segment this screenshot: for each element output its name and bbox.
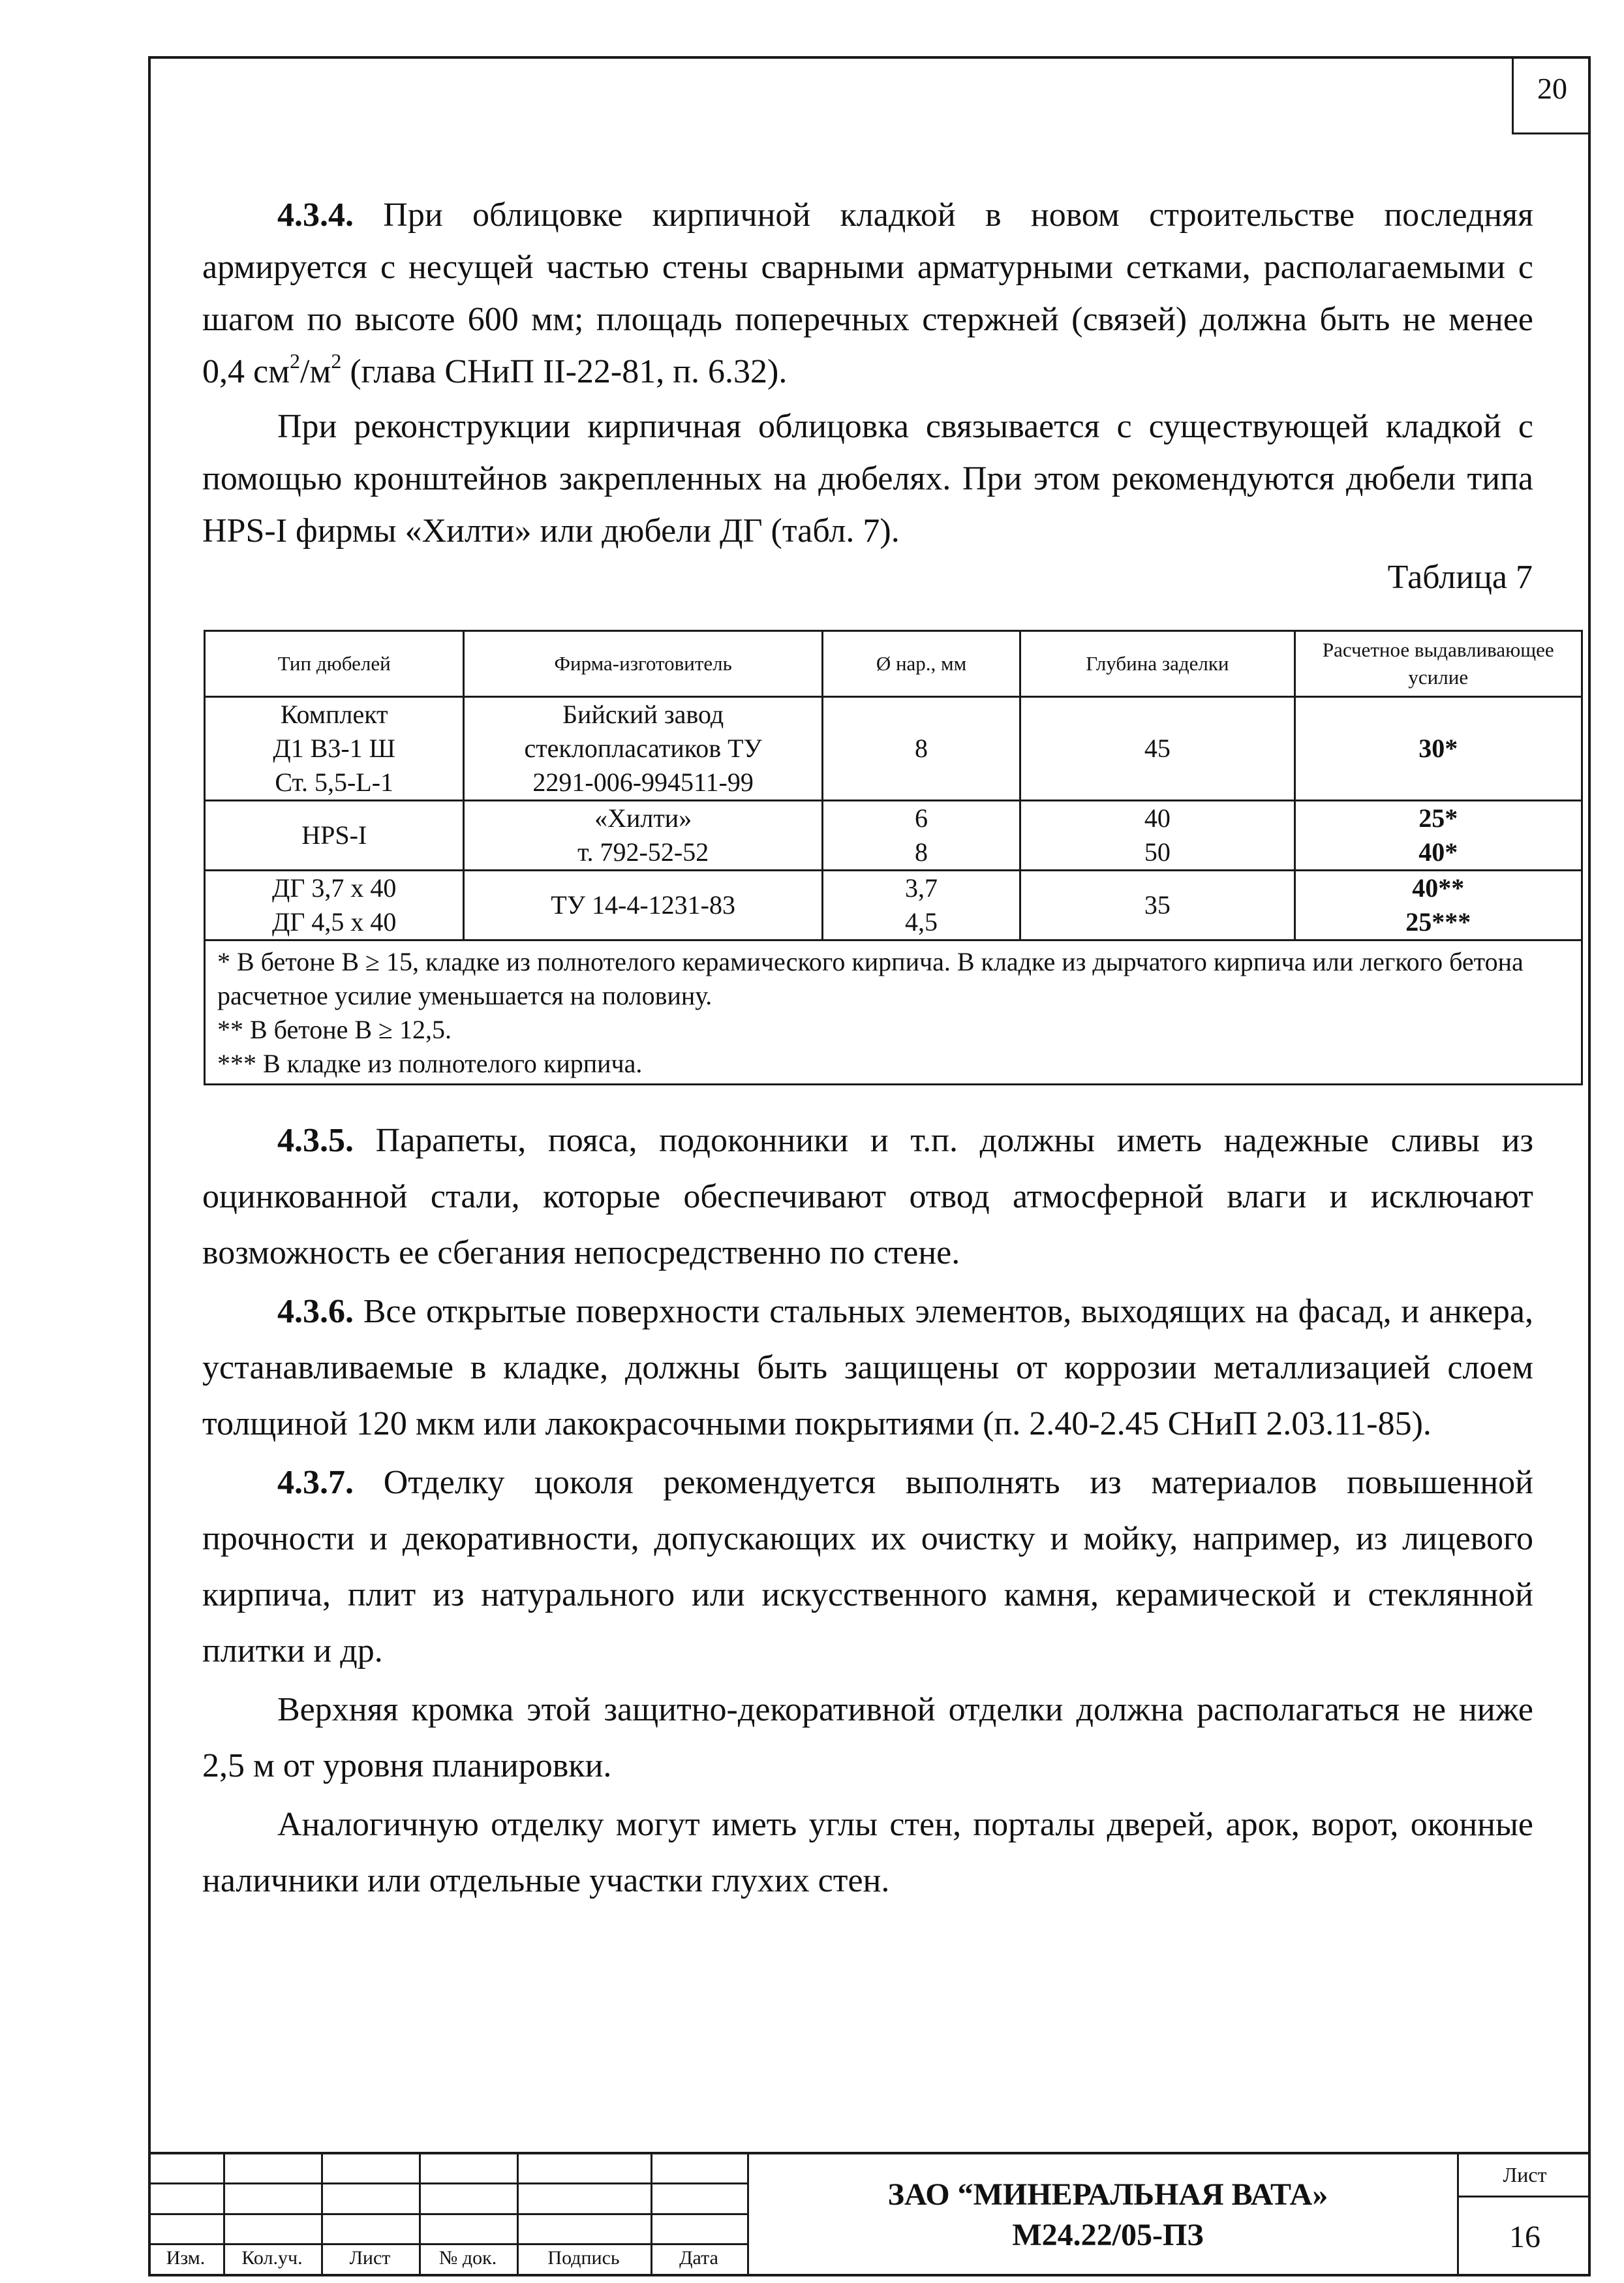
title-block	[148, 2152, 1591, 2276]
cell-depth	[1020, 697, 1295, 801]
cell-line: ДГ 3,7 х 40	[272, 873, 397, 903]
cell-force	[1295, 697, 1582, 801]
section-number: 4.3.6.	[277, 1293, 354, 1330]
table-note: *** В кладке из полнотелого кирпича.	[217, 1049, 643, 1078]
section-4-3-5: 4.3.5. Парапеты, пояса, подоконники и т.п. должны иметь надежные сливы из оцинкованной стали, которые обеспечивают отвод атмосферной влаги и исключают возможность ее сбегания непосредственно по стене.	[202, 1122, 1533, 1271]
label-date: Дата	[679, 2247, 718, 2269]
table-notes-row	[205, 940, 1582, 1085]
table-note: ** В бетоне В ≥ 12,5.	[217, 1015, 452, 1044]
cell-line: Д1 В3-1 Ш	[273, 734, 396, 763]
cell-line: ДГ 4,5 х 40	[272, 907, 397, 937]
header-type: Тип дюбелей	[205, 631, 464, 697]
cell-line: 25***	[1405, 907, 1471, 937]
paragraph-edge: Верхняя кромка этой защитно-декоративной отделки должна располагаться не ниже 2,5 м от уровня планировки.	[202, 1691, 1533, 1784]
cell-line: 6	[915, 803, 928, 833]
table-caption: Таблица 7	[1387, 559, 1533, 596]
sheet-number: 16	[1509, 2220, 1540, 2254]
cell-line: 3,7	[905, 873, 938, 903]
document-code: М24.22/05-ПЗ	[1012, 2218, 1204, 2252]
cell-type	[205, 801, 464, 871]
section-number: 4.3.5.	[277, 1122, 354, 1159]
header-diameter: Ø нар., мм	[822, 631, 1020, 697]
cell-depth	[1020, 801, 1295, 871]
label-sheet: Лист	[349, 2247, 391, 2269]
label-change: Изм.	[166, 2247, 206, 2269]
cell-line: «Хилти»	[594, 803, 692, 833]
cell-line: 40	[1144, 803, 1171, 833]
section-number: 4.3.4.	[277, 196, 354, 234]
cell-line: 50	[1144, 837, 1171, 867]
header-maker: Фирма-изготовитель	[464, 631, 822, 697]
cell-line: 2291-006-994511-99	[532, 768, 754, 797]
table-row	[205, 697, 1582, 801]
header-depth: Глубина заделки	[1020, 631, 1295, 697]
cell-force	[1295, 801, 1582, 871]
revision-grid	[148, 2152, 747, 2276]
cell-line: 25*	[1418, 803, 1458, 833]
cell-line: 4,5	[905, 907, 938, 937]
dowel-table	[204, 630, 1583, 1085]
label-count: Кол.уч.	[241, 2247, 303, 2269]
text-block-1	[202, 189, 1533, 557]
page-number-top: 20	[1512, 56, 1591, 134]
cell-diameter	[822, 697, 1020, 801]
cell-line: Ст. 5,5-L-1	[275, 768, 394, 797]
cell-line: Комплект	[280, 700, 388, 729]
cell-depth	[1020, 871, 1295, 940]
cell-line: 8	[915, 837, 928, 867]
cell-line: 40**	[1412, 873, 1465, 903]
header-force: Расчетное выдавливающее усилие	[1295, 631, 1582, 697]
section-4-3-6: 4.3.6. Все открытые поверхности стальных элементов, выходящих на фасад, и анкера, устанавливаемые в кладке, должны быть защищены от коррозии металлизацией слоем толщиной 120 мкм или лакокрасочными покрытиями (п. 2.40-2.45 СНиП 2.03.11-85).	[202, 1293, 1533, 1442]
cell-line: 40*	[1418, 837, 1458, 867]
table-row	[205, 871, 1582, 940]
cell-line: 8	[915, 734, 928, 763]
table-header-row	[205, 631, 1582, 697]
paragraph-analog: Аналогичную отделку могут иметь углы стен, порталы дверей, арок, ворот, оконные наличники или отдельные участки глухих стен.	[202, 1806, 1533, 1899]
section-number: 4.3.7.	[277, 1464, 354, 1501]
table-note: * В бетоне В ≥ 15, кладке из полнотелого керамического кирпича. В кладке из дырчатого кирпича или легкого бетона расчетное усилие уменьшается на половину.	[217, 947, 1524, 1010]
cell-force	[1295, 871, 1582, 940]
text-block-2	[202, 1113, 1533, 1909]
paragraph-reconstruction: При реконструкции кирпичная облицовка связывается с существующей кладкой с помощью кронштейнов закрепленных на дюбелях. При этом рекомендуются дюбели типа HPS-I фирмы «Хилти» или дюбели ДГ (табл. 7).	[202, 408, 1533, 550]
cell-type	[205, 871, 464, 940]
cell-line: Бийский завод	[562, 700, 724, 729]
section-4-3-7: 4.3.7. Отделку цоколя рекомендуется выполнять из материалов повышенной прочности и декоративности, допускающих их очистку и мойку, например, из лицевого кирпича, плит из натурального или искусственного камня, керамической и стеклянной плитки и др.	[202, 1464, 1533, 1670]
cell-line: 35	[1144, 890, 1171, 920]
cell-maker	[464, 801, 822, 871]
cell-line: 45	[1144, 734, 1171, 763]
cell-line: т. 792-52-52	[577, 837, 709, 867]
cell-diameter	[822, 871, 1020, 940]
cell-line: стеклопласатиков ТУ	[524, 734, 762, 763]
cell-line: 30*	[1418, 734, 1458, 763]
label-doc-number: № док.	[438, 2247, 497, 2269]
cell-diameter	[822, 801, 1020, 871]
cell-maker	[464, 871, 822, 940]
organization-name: ЗАО “МИНЕРАЛЬНАЯ ВАТА»	[887, 2177, 1328, 2212]
cell-line: ТУ 14-4-1231-83	[551, 890, 735, 920]
sheet-cell	[1457, 2152, 1591, 2276]
cell-maker	[464, 697, 822, 801]
table-row	[205, 801, 1582, 871]
sheet-label: Лист	[1459, 2152, 1591, 2198]
cell-line: HPS-I	[301, 820, 367, 850]
section-4-3-4: 4.3.4. При облицовке кирпичной кладкой в новом строительстве последняя армируется с несущей частью стены сварными арматурными сетками, располагаемыми с шагом по высоте 600 мм; площадь поперечных стержней (связей) должна быть не менее 0,4 $см^2/м^2$ (глава СНиП II-22-81, п. 6.32).	[202, 196, 1533, 390]
cell-type	[205, 697, 464, 801]
table-notes	[205, 940, 1582, 1085]
label-signature: Подпись	[547, 2247, 620, 2269]
